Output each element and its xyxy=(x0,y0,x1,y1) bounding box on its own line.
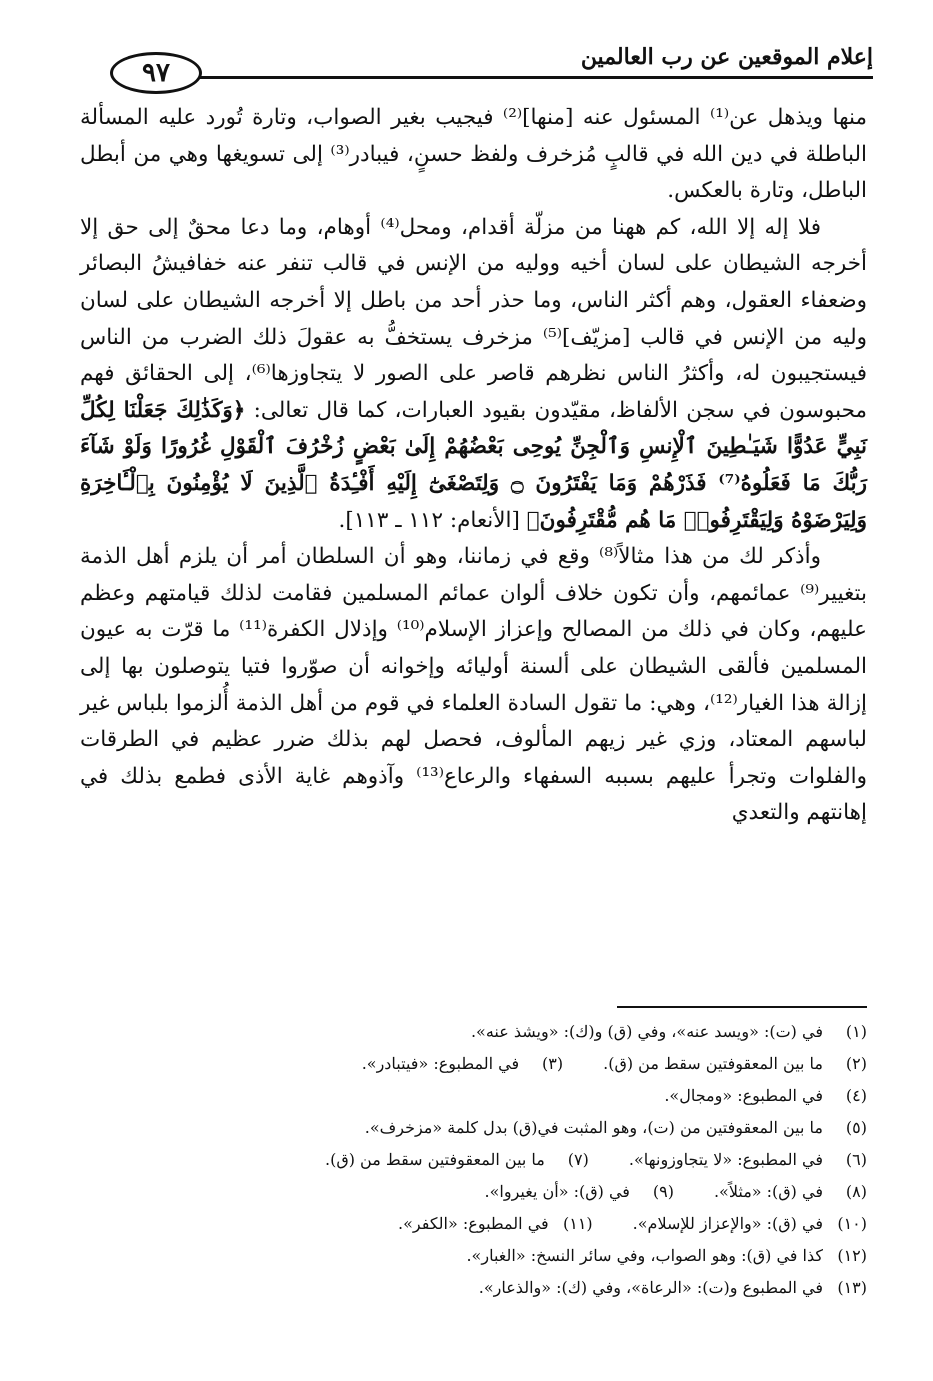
footnote-text: في المطبوع: «لا يتجاوزونها». xyxy=(628,1150,823,1169)
footnote-number: (١) xyxy=(845,1022,867,1041)
footnote-number: (٥) xyxy=(845,1118,867,1137)
footnote-number: (٨) xyxy=(845,1182,867,1201)
footnote-text: ما بين المعقوفتين سقط من (ق). xyxy=(603,1054,823,1073)
paragraph-3: وأذكر لك من هذا مثالاً⁽⁸⁾ وقع في زماننا، وهو أن السلطان أمر أن يلزم أهل الذمة بتغيير⁽⁹⁾ عمائمهم، وأن تكون خلاف ألوان عمائم المسلمين فقامت لذلك قيامتهم وعظم عليهم، وكان في ذلك من المصالح وإعزاز الإسلام⁽¹⁰⁾ وإذلال الكفرة⁽¹¹⁾ ما قرّت به عيون المسلمين فألقى الشيطان على ألسنة أوليائه وإخوانه أن صوّروا فتيا يتوصلون بها إلى إزالة هذا الغيار⁽¹²⁾، وهي: ما تقول السادة العلماء في قوم من أهل الذمة أُلزموا بلباس غير لباسهم المعتاد، وزي غير زيهم المألوف، فحصل لهم بذلك ضرر عظيم في الطرقات والفلوات وتجرأ عليهم بسببه السفهاء والرعاع⁽¹³⁾ وآذوهم غاية الأذى فطمع بذلك في إهانتهم والتعدي xyxy=(80,544,867,826)
footnote-number: (١٠) xyxy=(837,1214,867,1233)
footnote-number: (٩) xyxy=(652,1182,674,1201)
footnote-number: (٦) xyxy=(845,1150,867,1169)
running-title: إعلام الموقعين عن رب العالمين xyxy=(580,44,873,70)
footnote-number: (١٢) xyxy=(837,1246,867,1265)
footnote-text: في (ق): «والإعزاز للإسلام». xyxy=(632,1214,823,1233)
footnote-text: في (ق): «أن يغيروا». xyxy=(484,1182,630,1201)
footnote-line xyxy=(80,1240,867,1272)
footnote-line xyxy=(80,1112,867,1144)
header-rule xyxy=(160,76,873,79)
footnote-text: في (ت): «ويسد عنه»، وفي (ق) و(ك): «ويشذ عنه». xyxy=(470,1022,823,1041)
footnote-text: في المطبوع: «فيتبادر». xyxy=(361,1054,520,1073)
footnote-line xyxy=(80,1208,867,1240)
footnote-line xyxy=(80,1272,867,1304)
footnote-line xyxy=(80,1048,867,1080)
footnote-text: ما بين المعقوفتين سقط من (ق). xyxy=(324,1150,545,1169)
paragraph-1: منها ويذهل عن⁽¹⁾ المسئول عنه [منها]⁽²⁾ فيجيب بغير الصواب، وتارة تُورد عليه المسألة الباطلة في دين الله في قالبٍ مُزخرف ولفظ حسنٍ، فيبادر⁽³⁾ إلى تسويغها وهي من أبطل الباطل، وتارة بالعكس. xyxy=(80,105,867,204)
footnote-line xyxy=(80,1080,867,1112)
footnote-number: (٣) xyxy=(542,1054,564,1073)
page-number-badge xyxy=(110,52,202,94)
page-header xyxy=(110,40,873,84)
footnote-text: في المطبوع و(ت): «الرعاة»، وفي (ك): «والذعار». xyxy=(478,1278,823,1297)
footnote-number: (١٣) xyxy=(837,1278,867,1297)
paragraph-2-text: فلا إله إلا الله، كم ههنا من مزلّة أقدام، ومحل⁽⁴⁾ أوهام، وما دعا محقٌ إلى حق إلا أخرجه الشيطان على لسان أخيه ووليه من الإنس في قالب تنفر عنه خفافيشُ البصائر وضعفاء العقول، وهم أكثر الناس، وما حذر أحد من باطل إلا أخرجه الشيطان على لسان وليه من الإنس في قالب [مزيّف]⁽⁵⁾ مزخرف يستخفُّ به عقولَ ذلك الضرب من الناس فيستجيبون له، وأكثرُ الناس نظرهم قاصر على الصور لا يتجاوزها⁽⁶⁾، إلى الحقائق فهم محبوسون في سجن الألفاظ، مقيّدون بقيود العبارات، كما قال تعالى: xyxy=(80,214,868,423)
footnote-separator xyxy=(617,1006,867,1008)
footnote-number: (٧) xyxy=(567,1150,589,1169)
footnote-number: (١١) xyxy=(562,1214,593,1233)
footnote-text: في المطبوع: «ومجال». xyxy=(664,1086,823,1105)
footnotes xyxy=(80,1016,867,1304)
quran-verse: ﴿وَكَذَٰلِكَ جَعَلْنَا لِكُلِّ نَبِيٍّ عَدُوًّا شَيَـٰطِينَ ٱلْإِنسِ وَٱلْجِنِّ يُوحِى بَعْضُهُمْ إِلَىٰ بَعْضٍ زُخْرُفَ ٱلْقَوْلِ غُرُورًا وَلَوْ شَآءَ رَبُّكَ مَا فَعَلُوهُ⁽⁷⁾ فَذَرْهُمْ وَمَا يَفْتَرُونَ ۝ وَلِتَصْغَىٰٓ إِلَيْهِ أَفْـِٔدَةُ ٱلَّذِينَ لَا يُؤْمِنُونَ بِٱلْـَٔاخِرَةِ وَلِيَرْضَوْهُ وَلِيَقْتَرِفُوا۟ مَا هُم مُّقْتَرِفُونَ﴾ xyxy=(80,397,867,533)
footnote-text: كذا في (ق): وهو الصواب، وفي سائر النسخ: «الغبار». xyxy=(466,1246,823,1265)
main-text xyxy=(80,100,867,832)
quran-reference: [الأنعام: ١١٢ ـ ١١٣]. xyxy=(338,507,520,533)
footnote-text: ما بين المعقوفتين من (ت)، وهو المثبت في(ق) بدل كلمة «مزخرف». xyxy=(364,1118,823,1137)
paragraph-2 xyxy=(80,210,867,539)
footnote-text: في المطبوع: «الكفر». xyxy=(398,1214,549,1233)
footnote-text: في (ق): «مثلاً». xyxy=(713,1182,823,1201)
footnote-number: (٢) xyxy=(845,1054,867,1073)
footnote-number: (٤) xyxy=(845,1086,867,1105)
footnote-line xyxy=(80,1016,867,1048)
footnote-line xyxy=(80,1176,867,1208)
footnote-line xyxy=(80,1144,867,1176)
page-number: ٩٧ xyxy=(142,58,170,88)
